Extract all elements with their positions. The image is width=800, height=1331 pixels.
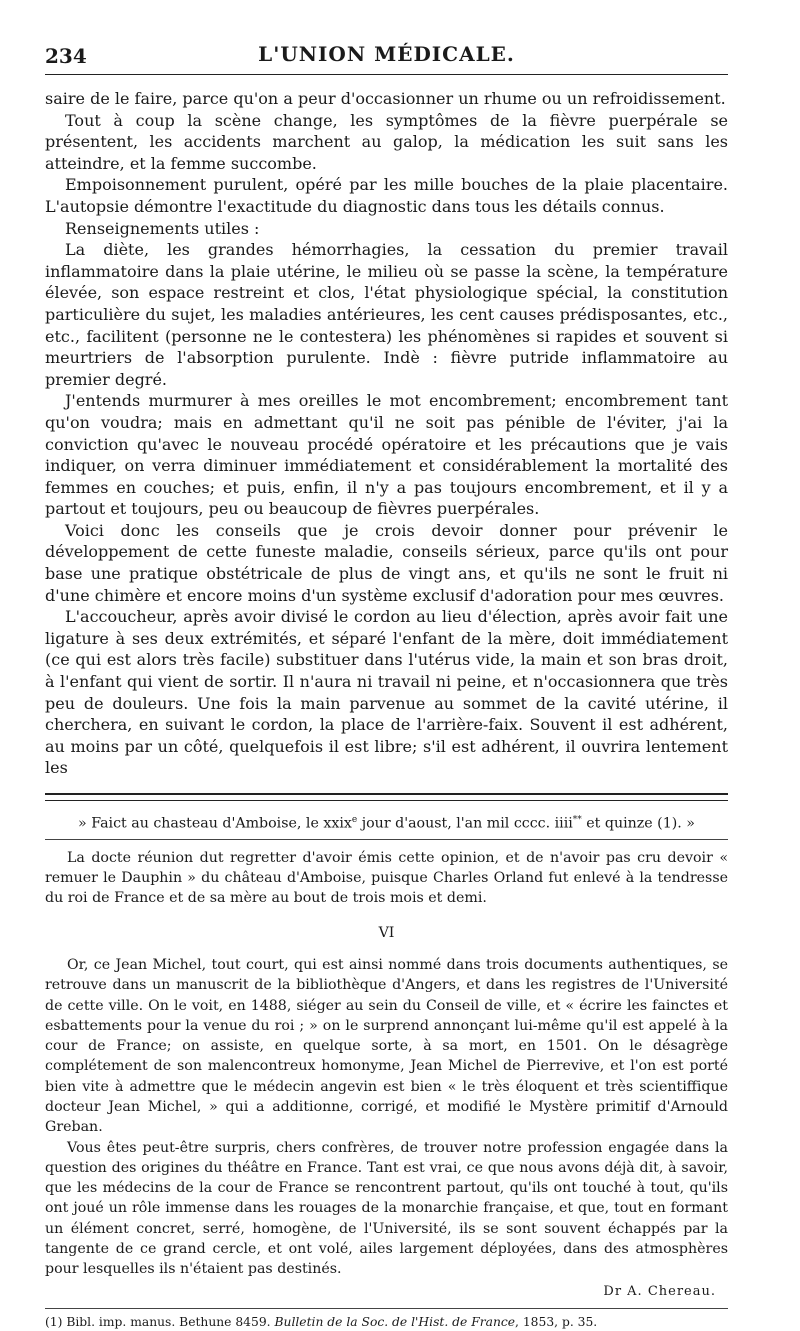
- paragraph: J'entends murmurer à mes oreilles le mot encombrement; encombrement tant qu'on voudra; mais en admettant qu'il ne soit pas pénible de l'éviter, j'ai la conviction qu'avec le nouveau procédé opératoire et les précautions que je vais indiquer, on verra diminuer immédiatement et considérablement la mortalité des femmes en couches; et puis, enfin, il n'y a pas toujours encombrement, et il y a partout et toujours, peu ou beaucoup de fièvres puerpérales.: [45, 391, 728, 519]
- footnote-suffix: , 1853, p. 35.: [515, 1314, 598, 1329]
- footnote-title: Bulletin de la Soc. de l'Hist. de France: [274, 1314, 516, 1329]
- quote-rule: [45, 839, 728, 840]
- feuilleton-divider: [45, 793, 728, 801]
- signature: Dr A. Chereau.: [603, 1283, 716, 1299]
- paragraph: Voici donc les conseils que je crois devoir donner pour prévenir le développement de cette funeste maladie, conseils sérieux, parce qu'ils ont pour base une pratique obstétricale de plus de vingt ans, et qu'ils ne sont le fruit ni d'une chimère et encore moins d'un système exclusif d'adoration pour mes œuvres.: [45, 520, 728, 605]
- paragraph: Empoisonnement purulent, opéré par les mille bouches de la plaie placentaire. L'autopsie démontre l'exactitude du diagnostic dans tous les détails connus.: [45, 175, 728, 216]
- quote-part: et quinze (1). »: [581, 815, 695, 832]
- quote-sup: **: [572, 815, 582, 825]
- article-body-upper: [45, 88, 728, 779]
- footnote-rule: [45, 1308, 728, 1309]
- section-number: VI: [378, 924, 395, 941]
- quote-sup: e: [351, 815, 358, 825]
- header-rule: [45, 74, 728, 75]
- quote-part: jour d'aoust, l'an mil cccc. iiii: [357, 815, 573, 832]
- article-body-lower: [45, 848, 728, 1302]
- paragraph: Or, ce Jean Michel, tout court, qui est ainsi nommé dans trois documents authentiques, se retrouve dans un manuscrit de la bibliothèque d'Angers, et dans les registres de l'Université de cette ville. On le voit, en 1488, siéger au sein du Conseil de ville, et « écrire les fainctes et esbattements pour la venue du roi ; » on le surprend annonçant lui-même qu'il est appelé à la cour de France; on assiste, en quelque sorte, à sa mort, en 1501. On le désagrège complétement de son malencontreux homonyme, Jean Michel de Pierrevive, et l'on est porté bien vite à admettre que le médecin angevin est bien « le très éloquent et très scientiffique docteur Jean Michel, » qui a additionne, corrigé, et modifié le Mystère primitif d'Arnould Greban.: [45, 956, 728, 1136]
- paragraph: Renseignements utiles :: [65, 218, 260, 238]
- running-title: L'UNION MÉDICALE.: [258, 42, 515, 66]
- paragraph: La docte réunion dut regretter d'avoir émis cette opinion, et de n'avoir pas cru devoir « remuer le Dauphin » du château d'Amboise, puisque Charles Orland fut enlevé à la tendresse du roi de France et de sa mère au bout de trois mois et demi.: [45, 849, 728, 907]
- quote-part: » Faict au chasteau d'Amboise, le xxix: [78, 815, 352, 832]
- paragraph: Vous êtes peut-être surpris, chers confrères, de trouver notre profession engagée dans la question des origines du théâtre en France. Tant est vrai, ce que nous avons déjà dit, à savoir, que les médecins de la cour de France se rencontrent partout, qu'ils ont touché à tout, qu'ils ont joué un rôle immense dans les rouages de la monarchie française, et que, tout en formant un élément concret, serré, homogène, de l'Université, ils se sont souvent échappés par la tangente de ce grand cercle, et ont volé, ailes largement déployées, dans des atmosphères pour lesquelles ils n'étaient pas destinés.: [45, 1139, 728, 1278]
- paragraph: Tout à coup la scène change, les symptômes de la fièvre puerpérale se présentent, les accidents marchent au galop, la médication les suit sans les atteindre, et la femme succombe.: [45, 110, 728, 173]
- page-header: [45, 0, 728, 68]
- paragraph: L'accoucheur, après avoir divisé le cordon au lieu d'élection, après avoir fait une ligature à ses deux extrémités, et séparé l'enfant de la mère, doit immédiatement (ce qui est alors très facile) substituer dans l'utérus vide, la main et son bras droit, à l'enfant qui vient de sortir. Il n'aura ni travail ni peine, et n'occasionnera que très peu de douleurs. Une fois la main parvenue au sommet de la cavité utérine, il cherchera, en suivant le cordon, la place de l'arrière-faix. Souvent il est adhérent, au moins par un côté, quelquefois il est libre; s'il est adhérent, il ouvrira lentement les: [45, 607, 728, 778]
- paragraph: La diète, les grandes hémorrhagies, la cessation du premier travail inflammatoire dans la plaie utérine, le milieu où se passe la scène, la température élevée, son espace restreint et clos, l'état physiologique spécial, la constitution particulière du sujet, les maladies antérieures, les cent causes prédisposantes, etc., etc., facilitent (personne ne le contestera) les phénomènes si rapides et souvent si meurtriers de l'absorption purulente. Indè : fièvre putride inflammatoire au premier degré.: [45, 240, 728, 389]
- footnote-prefix: (1) Bibl. imp. manus. Bethune 8459.: [45, 1314, 275, 1329]
- quote-line: [45, 809, 728, 835]
- footnote: [45, 1313, 728, 1331]
- paragraph: saire de le faire, parce qu'on a peur d'occasionner un rhume ou un refroidissement.: [45, 89, 726, 108]
- page-number: 234: [45, 44, 87, 68]
